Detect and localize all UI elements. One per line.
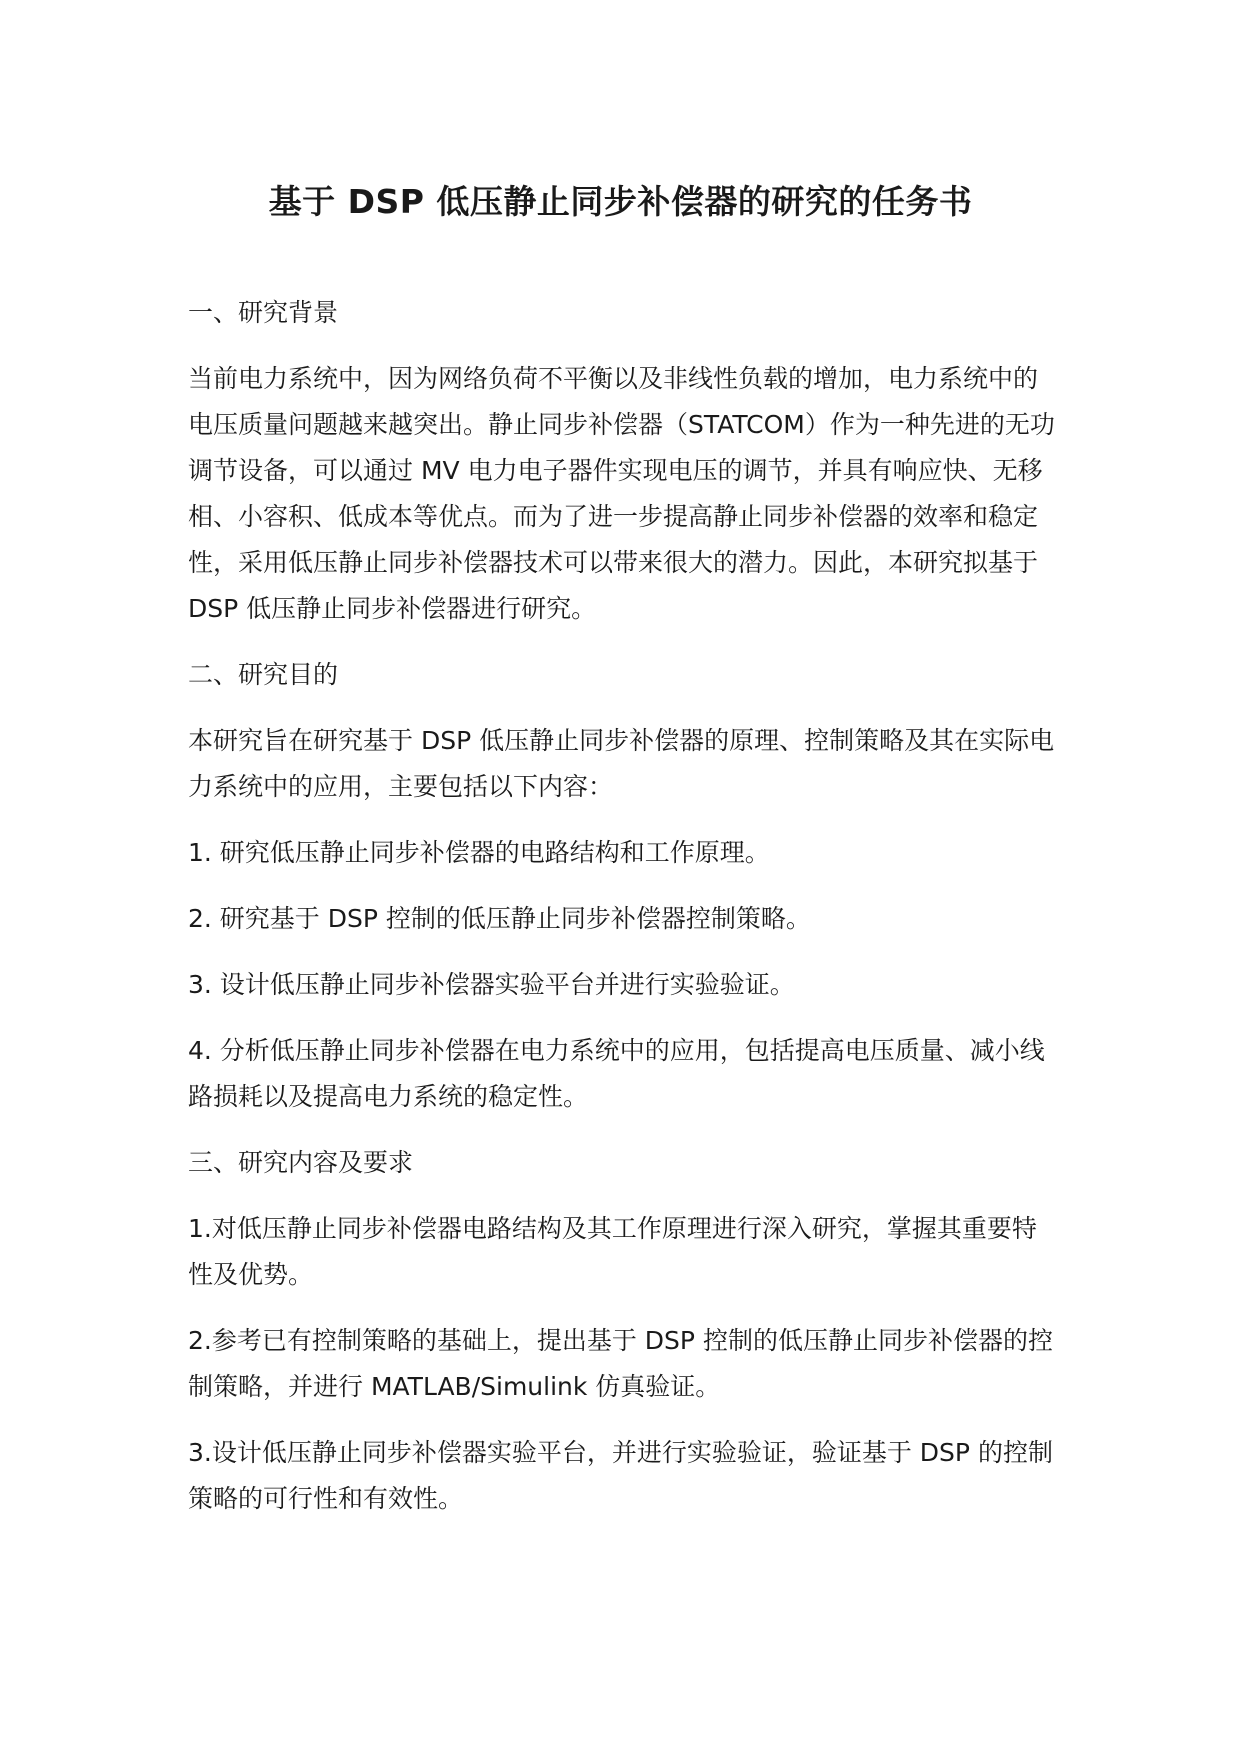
document-body [188,290,1058,1542]
content-item-1: 1.对低压静止同步补偿器电路结构及其工作原理进行深入研究，掌握其重要特性及优势。 [188,1214,1037,1289]
purpose-item-2: 2. 研究基于 DSP 控制的低压静止同步补偿器控制策略。 [188,904,811,933]
section-heading-background: 一、研究背景 [188,298,339,327]
section-heading-content: 三、研究内容及要求 [188,1148,414,1177]
section-heading-purpose: 二、研究目的 [188,660,339,689]
purpose-item-4: 4. 分析低压静止同步补偿器在电力系统中的应用，包括提高电压质量、减小线路损耗以及提高电力系统的稳定性。 [188,1036,1045,1111]
purpose-paragraph: 本研究旨在研究基于 DSP 低压静止同步补偿器的原理、控制策略及其在实际电力系统中的应用，主要包括以下内容： [188,726,1055,801]
background-paragraph: 当前电力系统中，因为网络负荷不平衡以及非线性负载的增加，电力系统中的电压质量问题越来越突出。静止同步补偿器（STATCOM）作为一种先进的无功调节设备，可以通过 MV 电力电子器件实现电压的调节，并具有响应快、无移相、小容积、低成本等优点。而为了进一步提高静止同步补偿器的效率和稳定性，采用低压静止同步补偿器技术可以带来很大的潜力。因此，本研究拟基于 DSP 低压静止同步补偿器进行研究。 [188,364,1055,623]
purpose-item-3: 3. 设计低压静止同步补偿器实验平台并进行实验验证。 [188,970,795,999]
content-item-2: 2.参考已有控制策略的基础上，提出基于 DSP 控制的低压静止同步补偿器的控制策略，并进行 MATLAB/Simulink 仿真验证。 [188,1326,1053,1401]
document-title: 基于 DSP 低压静止同步补偿器的研究的任务书 [268,182,973,221]
purpose-item-1: 1. 研究低压静止同步补偿器的电路结构和工作原理。 [188,838,770,867]
content-item-3: 3.设计低压静止同步补偿器实验平台，并进行实验验证，验证基于 DSP 的控制策略的可行性和有效性。 [188,1438,1053,1513]
